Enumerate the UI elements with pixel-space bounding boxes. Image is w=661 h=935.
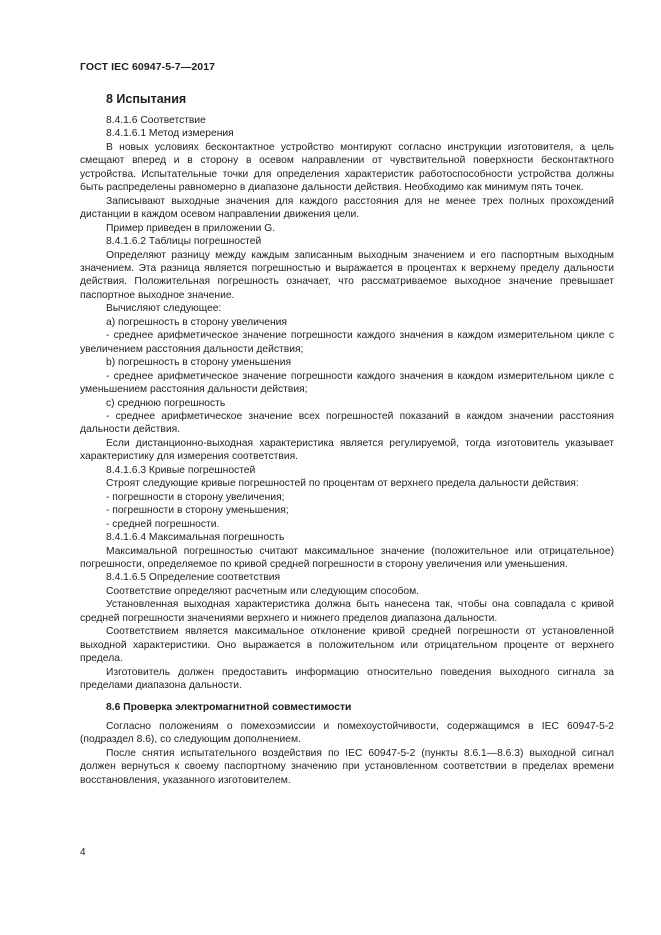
body-paragraph: Установленная выходная характеристика должна быть нанесена так, чтобы она совпадала с кривой средней погрешности значениями верхнего и нижнего пределов диапазона дальности. xyxy=(80,599,614,624)
clause-heading: 8.4.1.6.3 Кривые погрешностей xyxy=(106,464,256,476)
document-code-header: ГОСТ IEC 60947-5-7—2017 xyxy=(80,61,216,73)
body-paragraph: Пример приведен в приложении G. xyxy=(106,222,276,234)
list-item: a) погрешность в сторону увеличения xyxy=(106,316,287,328)
body-paragraph: Если дистанционно-выходная характеристика является регулируемой, тогда изготовитель указывает характеристику для измерения соответствия. xyxy=(80,437,614,463)
body-paragraph: В новых условиях бесконтактное устройство монтируют согласно инструкции изготовителя, а цель смещают вперед и в сторону в осевом направлении от чувствительной поверхности бесконтактного устройства. Испытательные точки для определения характеристик работоспособности устройства должны быть распределены равномерно в диапазоне дальности действия. Необходимо как минимум пять точек. xyxy=(80,141,614,194)
list-item: b) погрешность в сторону уменьшения xyxy=(106,357,292,369)
clause-heading: 8.4.1.6.5 Определение соответствия xyxy=(106,572,281,584)
body-paragraph: Строят следующие кривые погрешностей по процентам от верхнего предела дальности действия: xyxy=(106,478,579,490)
body-paragraph: Согласно положениям о помехоэмиссии и помехоустойчивости, содержащимся в IEC 60947-5-2 (подраздел 8.6), со следующим дополнением. xyxy=(80,720,614,746)
clause-heading: 8.4.1.6 Соответствие xyxy=(106,115,206,126)
clause-heading: 8.4.1.6.4 Максимальная погрешность xyxy=(106,532,285,544)
subsection-title: 8.6 Проверка электромагнитной совместимости xyxy=(106,702,352,714)
body-paragraph: Определяют разницу между каждым записанным выходным значением и его паспортным выходным значением. Эта разница является погрешностью и выражается в процентах к верхнему пределу дальности действия. Положительная погрешность означает, что рассматриваемое выходное значение превышает паспортное выходное значение. xyxy=(80,249,614,301)
list-item: - среднее арифметическое значение всех погрешностей показаний в каждом значении расстояния дальности действия. xyxy=(80,410,614,436)
body-paragraph: Изготовитель должен предоставить информацию относительно поведения выходного сигнала за пределами диапазона дальности. xyxy=(80,666,614,692)
list-item: - погрешности в сторону увеличения; xyxy=(106,491,285,503)
page-number: 4 xyxy=(80,847,86,858)
body-paragraph: После снятия испытательного воздействия по IEC 60947-5-2 (пункты 8.6.1—8.6.3) выходной сигнал должен вернуться к своему паспортному значению при установленном соответствии в пределах времени восстановления, указанного изготовителем. xyxy=(80,747,614,786)
body-paragraph: Записывают выходные значения для каждого расстояния для не менее трех полных прохождений дистанции в каждом осевом направлении движения цели. xyxy=(80,195,614,221)
list-item: - среднее арифметическое значение погрешности каждого значения в каждом измерительном цикле с уменьшением расстояния дальности действия; xyxy=(80,370,614,396)
section-body xyxy=(80,114,614,787)
body-paragraph: Вычисляют следующее: xyxy=(106,303,222,315)
section-title: 8 Испытания xyxy=(106,92,187,106)
clause-heading: 8.4.1.6.2 Таблицы погрешностей xyxy=(106,236,262,248)
body-paragraph: Соответствием является максимальное отклонение кривой средней погрешности от установленной выходной характеристики. Оно выражается в положительном или отрицательном проценте от верхнего предела. xyxy=(80,626,614,665)
list-item: - погрешности в сторону уменьшения; xyxy=(106,505,289,517)
list-item: - среднее арифметическое значение погрешности каждого значения в каждом измерительном цикле с увеличением расстояния дальности действия; xyxy=(80,330,614,355)
list-item: - средней погрешности. xyxy=(106,518,220,530)
body-paragraph: Максимальной погрешностью считают максимальное значение (положительное или отрицательное) погрешности, определяемое по кривой средней погрешности в сторону увеличения или уменьшения. xyxy=(80,545,614,570)
list-item: c) среднюю погрешность xyxy=(106,397,226,409)
clause-heading: 8.4.1.6.1 Метод измерения xyxy=(106,128,234,140)
body-paragraph: Соответствие определяют расчетным или следующим способом. xyxy=(106,585,420,597)
